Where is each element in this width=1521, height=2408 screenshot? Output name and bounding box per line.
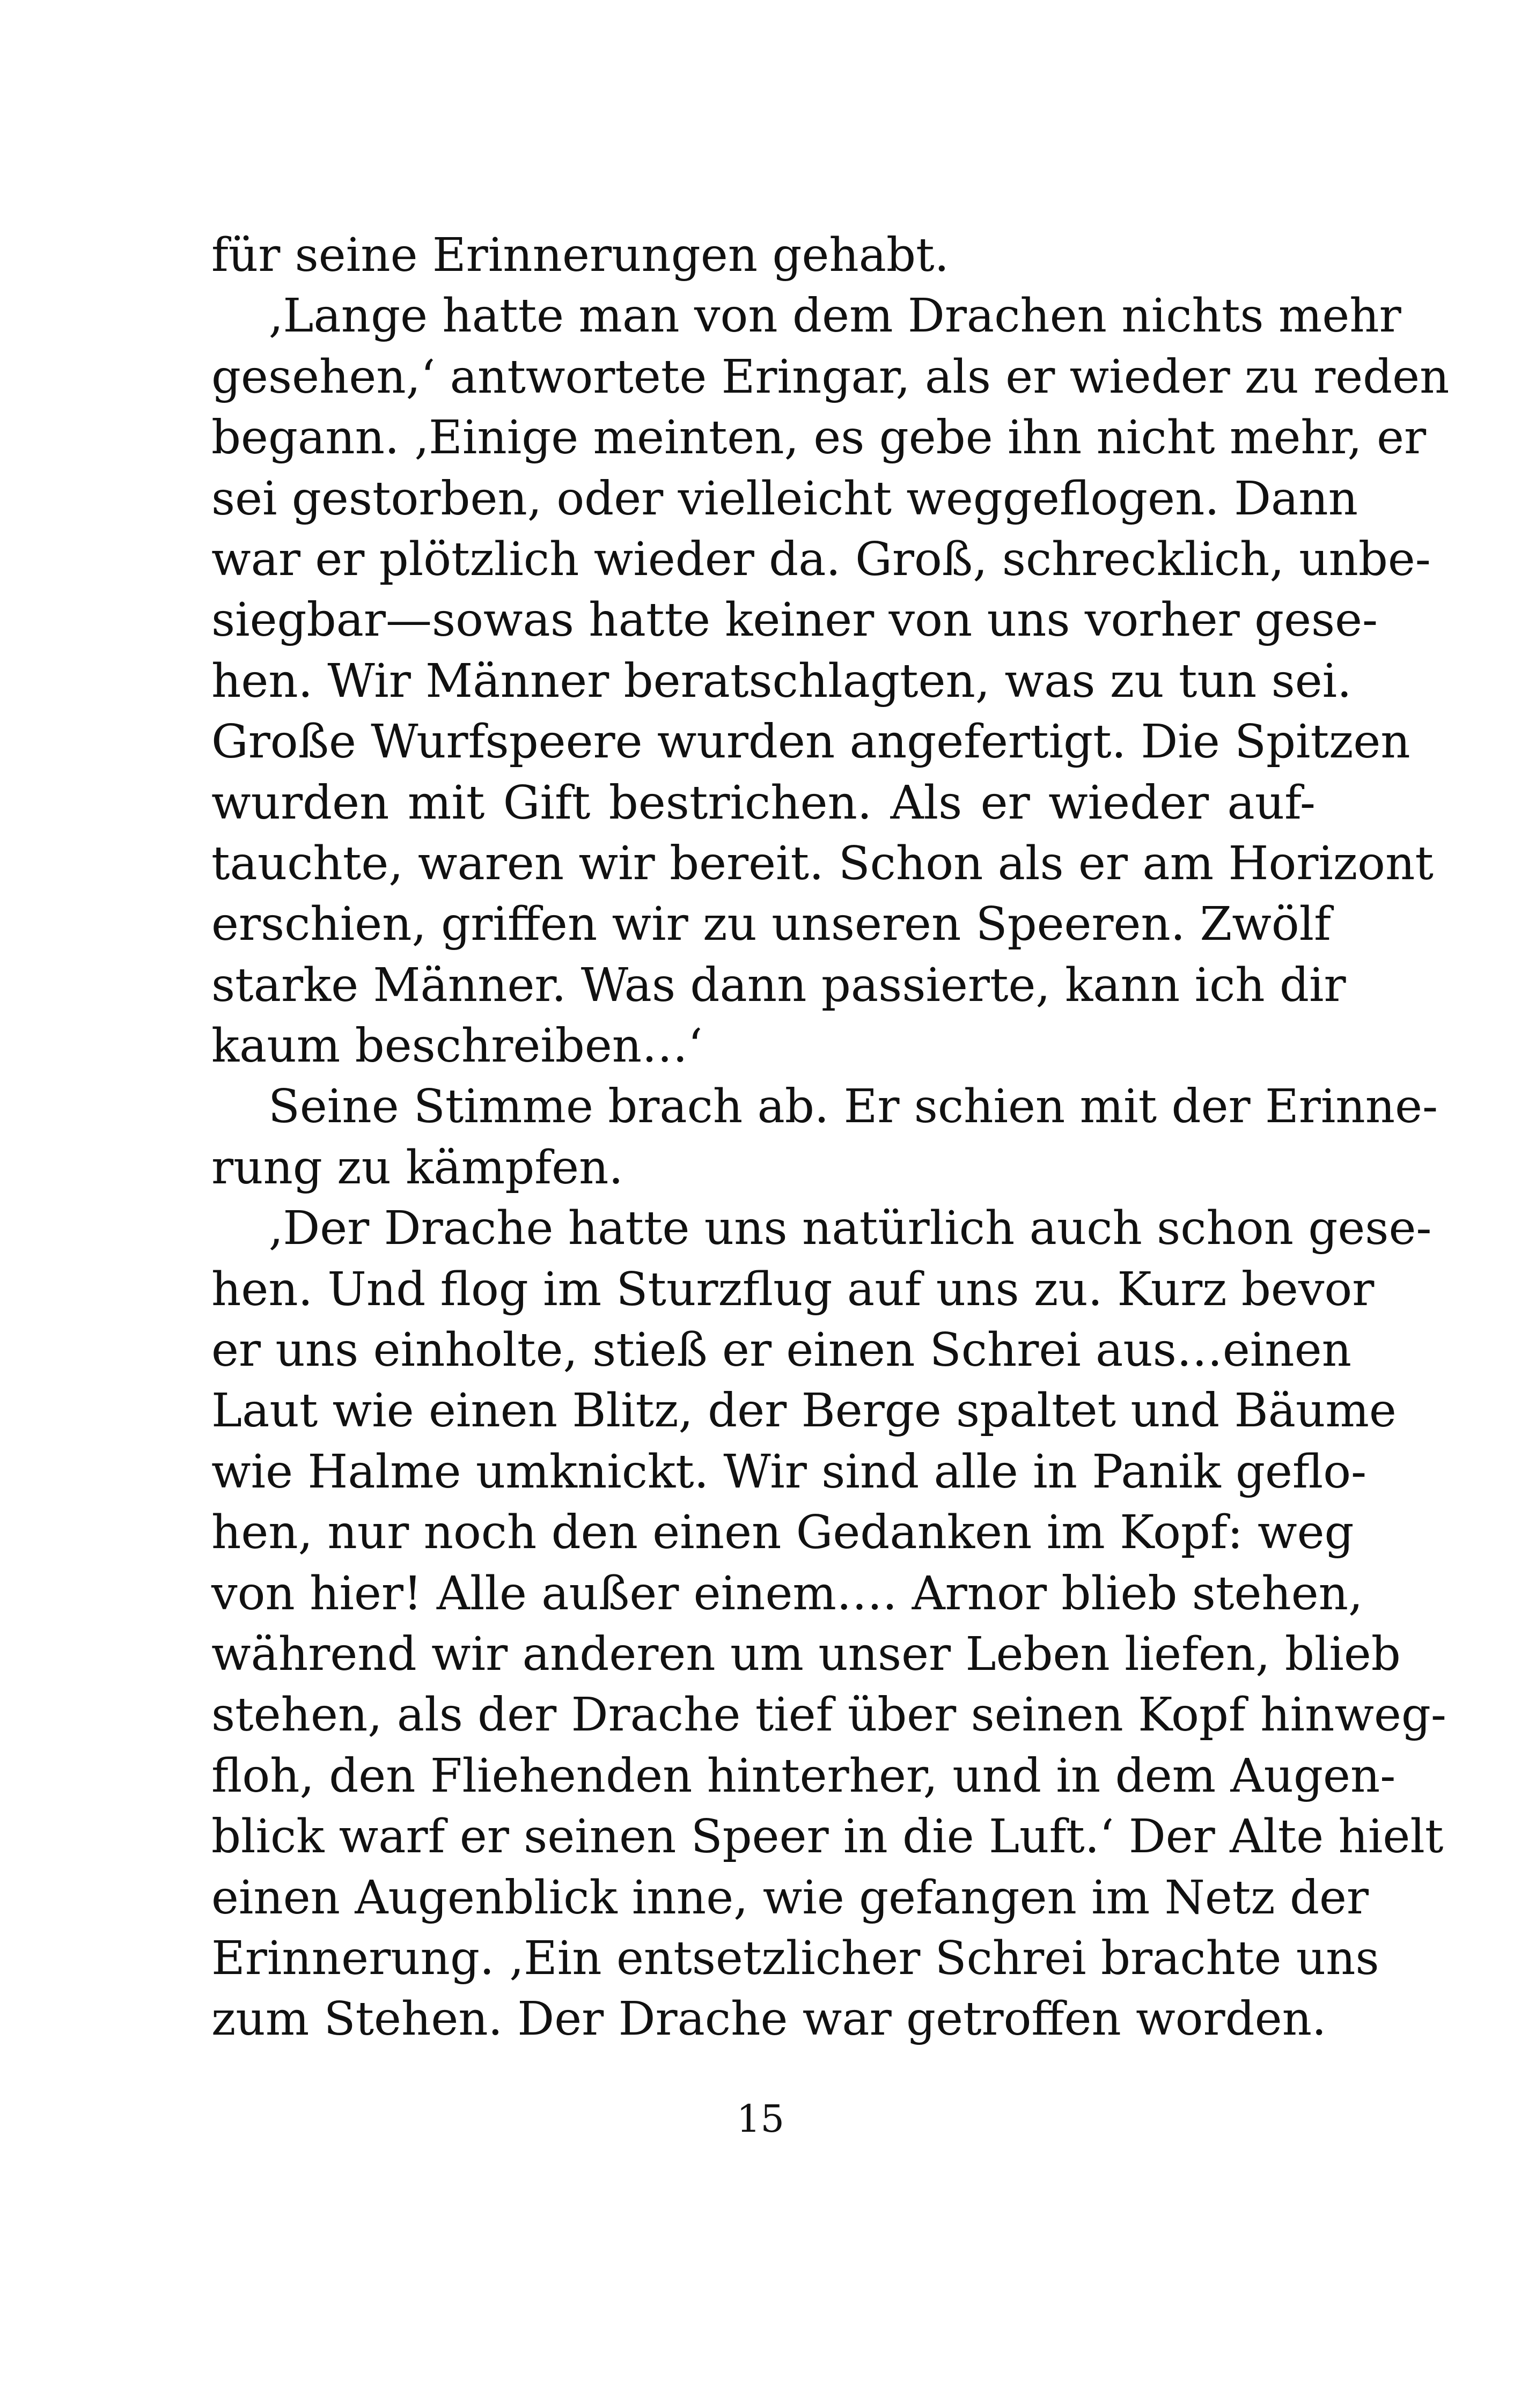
text-line: stehen, als der Drache tief über seinen Kopf hinweg- (211, 1688, 1446, 1742)
text-line: er uns einholte, stieß er einen Schrei aus…einen (211, 1323, 1351, 1378)
text-line: von hier! Alle außer einem…. Arnor blieb stehen, (211, 1566, 1363, 1621)
text-line: starke Männer. Was dann passierte, kann ich dir (211, 958, 1346, 1012)
text-line: tauchte, waren wir bereit. Schon als er am Horizont (211, 836, 1434, 890)
text-line: ‚Der Drache hatte uns natürlich auch schon gese- (268, 1202, 1432, 1256)
text-line: ‚Lange hatte man von dem Drachen nichts mehr (268, 289, 1401, 343)
body-text (211, 225, 1450, 2050)
text-line: hen. Und flog im Sturzflug auf uns zu. Kurz bevor (211, 1262, 1375, 1316)
text-line: zum Stehen. Der Drache war getroffen worden. (211, 1992, 1327, 2046)
text-line: erschien, griffen wir zu unseren Speeren. Zwölf (211, 897, 1331, 952)
text-line: floh, den Fliehenden hinterher, und in dem Augen- (211, 1749, 1396, 1803)
text-line: begann. ‚Einige meinten, es gebe ihn nicht mehr, er (211, 411, 1427, 465)
text-line: gesehen,‘ antwortete Eringar, als er wieder zu reden (211, 350, 1450, 404)
text-line: war er plötzlich wieder da. Groß, schrecklich, unbe- (211, 532, 1431, 586)
text-line: wurden mit Gift bestrichen. Als er wieder auf- (211, 776, 1316, 830)
text-line: Seine Stimme brach ab. Er schien mit der Erinne- (268, 1080, 1438, 1134)
text-line: Große Wurfspeere wurden angefertigt. Die Spitzen (211, 715, 1410, 769)
text-line: sei gestorben, oder vielleicht weggeflogen. Dann (211, 472, 1358, 526)
text-line: für seine Erinnerungen gehabt. (211, 229, 949, 282)
text-line: einen Augenblick inne, wie gefangen im Netz der (211, 1871, 1369, 1925)
text-line: hen. Wir Männer beratschlagten, was zu tun sei. (211, 654, 1352, 708)
text-line: Erinnerung. ‚Ein entsetzlicher Schrei brachte uns (211, 1931, 1379, 1985)
text-line: Laut wie einen Blitz, der Berge spaltet und Bäume (211, 1384, 1397, 1438)
text-line: während wir anderen um unser Leben liefen, blieb (211, 1627, 1401, 1681)
text-line: kaum beschreiben…‘ (211, 1019, 703, 1073)
text-line: siegbar—sowas hatte keiner von uns vorher gese- (211, 593, 1378, 647)
text-line: wie Halme umknickt. Wir sind alle in Panik geflo- (211, 1445, 1367, 1499)
text-line: rung zu kämpfen. (211, 1140, 623, 1195)
page-number: 15 (736, 2097, 785, 2141)
text-line: blick warf er seinen Speer in die Luft.‘ Der Alte hielt (211, 1810, 1444, 1864)
text-line: hen, nur noch den einen Gedanken im Kopf: weg (211, 1506, 1354, 1560)
